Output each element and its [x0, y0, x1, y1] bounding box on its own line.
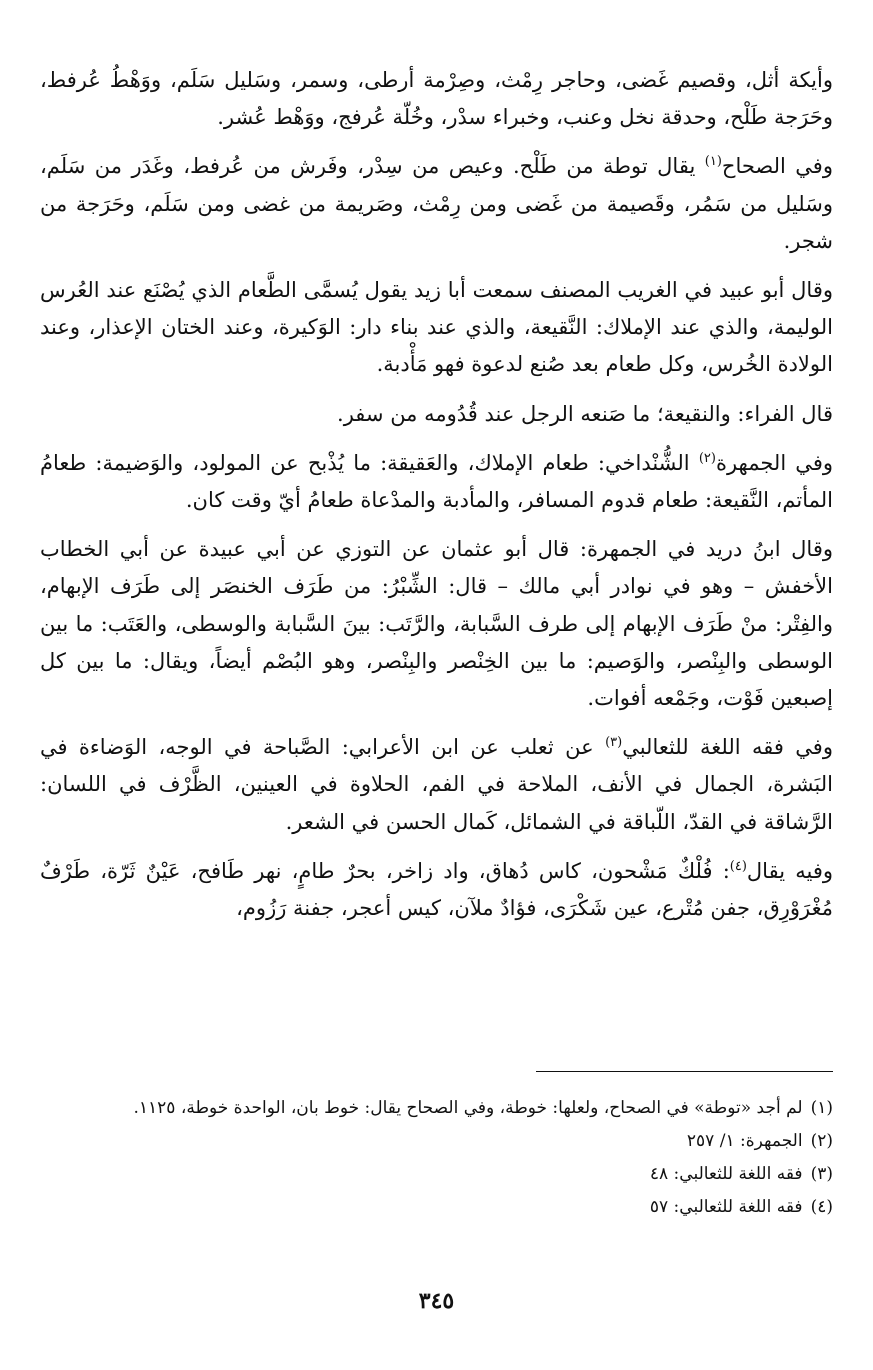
footnote-number: (٢) [810, 1131, 833, 1151]
footnote-text: لم أجد «توطة» في الصحاح، ولعلها: خوطة، وفي الصحاح يقال: خوط بان، الواحدة خوطة، ١١٢٥. [133, 1098, 803, 1118]
paragraph-6: وقال ابنُ دريد في الجمهرة: قال أبو عثمان عن التوزي عن أبي عبيدة عن أبي الخطاب الأخفش – وهو في نوادر أبي مالك – قال: الشِّبْرُ: من طَرَف الخنصَر إلى طَرَف الإبهام، والفِتْر: منْ طَرَف الإبهام إلى طرف السَّبابة، والرَّتَب: بينَ السَّبابة والوسطى، والعَتَب: ما بين الوسطى والبِنْصر، والوَصيم: ما بين الخِنْصر والبِنْصر، وهو البُصْم أيضاً، ويقال: ما بين كل إصبعين فَوْت، وجَمْعه أفوات. [40, 537, 833, 711]
footnote-1 [40, 1093, 833, 1124]
paragraph-4: قال الفراء: والنقيعة؛ ما صَنعه الرجل عند قُدُومه من سفر. [337, 401, 833, 426]
footnote-2 [40, 1126, 833, 1157]
footnote-number: (١) [810, 1098, 833, 1118]
paragraph-2: وفي الصحاح$^{(١)}$ يقال توطة من طَلْح. وعيص من سِدْر، وفَرش من عُرفط، وغَدَر من سَلَم، وسَليل من سَمُر، وقَصيمة من غَضى ومن رِمْث، وصَريمة من غضى ومن سَلَم، وحَرَجة من شجر. [40, 154, 833, 253]
paragraph-5: وفي الجمهرة$^{(٢)}$ الشُّنْداخي: طعام الإملاك، والعَقيقة: ما يُذْبح عن المولود، والوَضيمة: طعامُ المأتم، النَّقيعة: طعام قدوم المسافر، والمأدبة والمدْعاة طعامُ أيّ وقت كان. [40, 450, 833, 513]
page-number: ٣٤٥ [418, 1288, 455, 1314]
footnote-separator [536, 1071, 833, 1072]
main-text [40, 62, 833, 927]
footnote-text: فقه اللغة للثعالبي: ٥٧ [649, 1197, 803, 1217]
paragraph-7: وفي فقه اللغة للثعالبي$^{(٣)}$ عن ثعلب عن ابن الأعرابي: الصَّباحة في الوجه، الوَضاءة في البَشرة، الجمال في الأنف، الملاحة في الفم، الحلاوة في العينين، الظَّرْف في اللسان: الرَّشاقة في القدّ، اللّباقة في الشمائل، كَمال الحسن في الشعر. [40, 735, 833, 834]
paragraph-1: وأيكة أثل، وقصيم غَضى، وحاجر رِمْث، وصِرْمة أرطى، وسمر، وسَليل سَلَم، ووَهْطُ عُرفط، وحَرَجة طَلْح، وحدقة نخل وعنب، وخبراء سدْر، وخُلّة عُرفج، ووَهْط عُشر. [40, 68, 833, 130]
footnote-ref-2[interactable]: (٢) [698, 450, 716, 466]
footnote-text: الجمهرة: ١/ ٢٥٧ [686, 1131, 803, 1151]
footnote-4 [40, 1192, 833, 1223]
footnote-number: (٣) [810, 1164, 833, 1184]
footnote-ref-3[interactable]: (٣) [605, 735, 623, 751]
footnote-number: (٤) [810, 1197, 833, 1217]
footnote-3 [40, 1159, 833, 1190]
footnote-ref-4[interactable]: (٤) [729, 858, 747, 874]
footnote-text: فقه اللغة للثعالبي: ٤٨ [649, 1164, 803, 1184]
footnotes [40, 1093, 833, 1225]
paragraph-8: وفيه يقال$^{(٤)}$: فُلْكٌ مَشْحون، كاس دُهاق، واد زاخر، بحرٌ طامٍ، نهر طَافح، عَيْنٌ ثَرّة، طَرْفٌ مُغْرَوْرِق، جفن مُتْرع، عين شَكْرَى، فؤادٌ ملآن، كيس أعجر، جفنة رَزُوم، [40, 858, 833, 921]
paragraph-3: وقال أبو عبيد في الغريب المصنف سمعت أبا زيد يقول يُسمَّى الطَّعام الذي يُصْنَع عند العُرس الوليمة، والذي عند الإملاك: النَّقيعة، والذي عند بناء دار: الوَكيرة، وعند الختان الإعذار، وعند الولادة الخُرس، وكل طعام بعد صُنع لدعوة فهو مَأْدبة. [40, 278, 833, 377]
footnote-ref-1[interactable]: (١) [704, 154, 722, 170]
